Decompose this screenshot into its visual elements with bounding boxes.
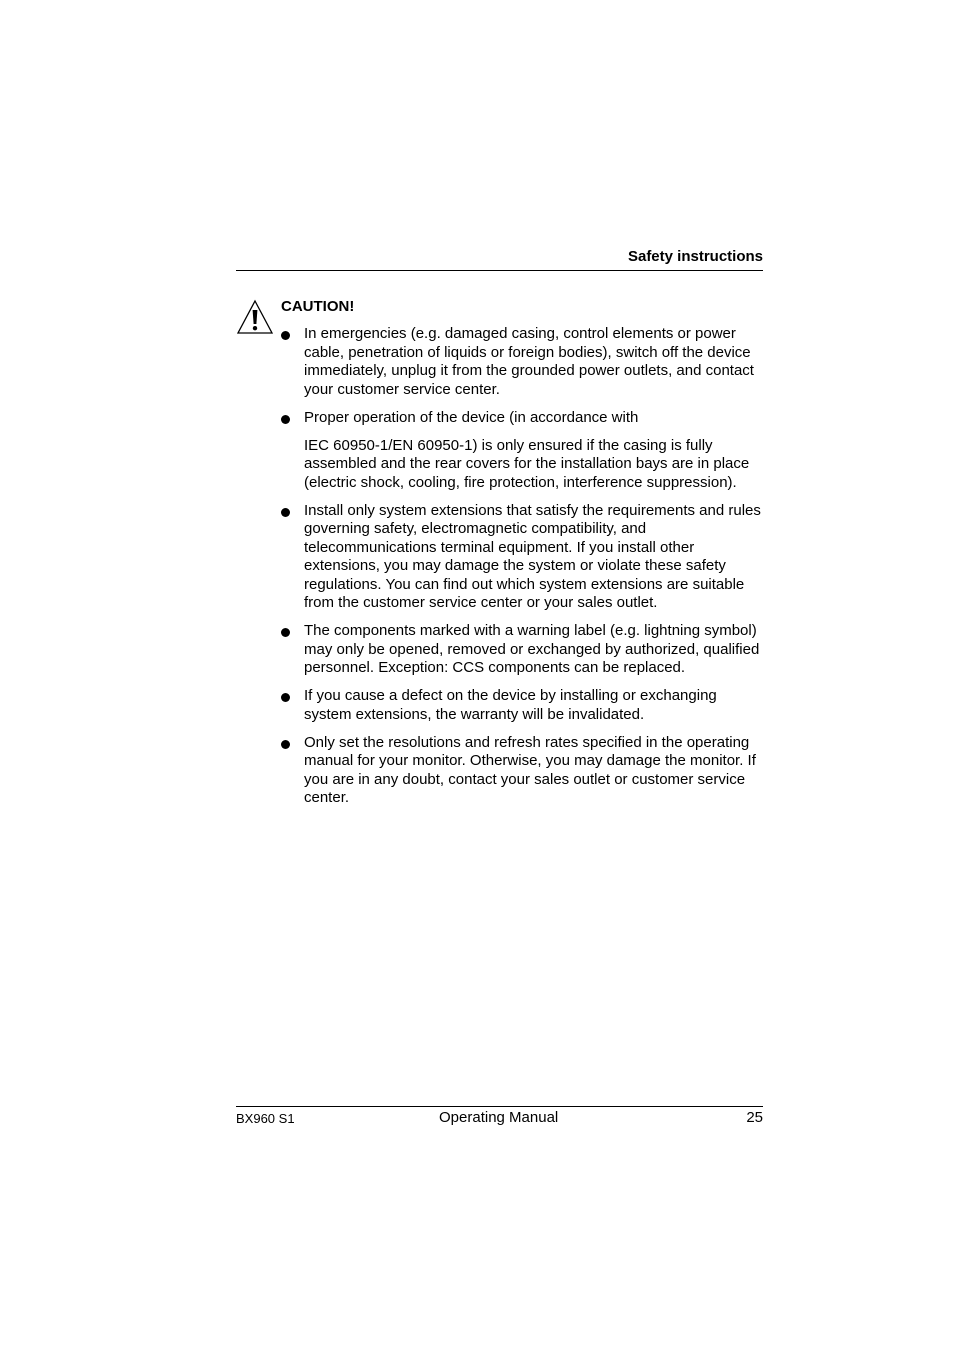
bullet-icon: [281, 415, 290, 424]
list-item: [281, 622, 763, 678]
list-item: [281, 409, 763, 493]
list-item-text: In emergencies (e.g. damaged casing, control elements or power cable, penetration of liquids or foreign bodies), switch off the device immediately, unplug it from the grounded power outlets, and contact your customer service center.: [304, 325, 754, 398]
bullet-icon: [281, 693, 290, 702]
list-item: [281, 734, 763, 808]
list-item-text: The components marked with a warning label (e.g. lightning symbol) may only be opened, removed or exchanged by authorized, qualified personnel. Exception: CCS components can be replaced.: [304, 622, 760, 676]
list-item-text-continuation: IEC 60950-1/EN 60950-1) is only ensured if the casing is fully assembled and the rear covers for the installation bays are in place (electric shock, cooling, fire protection, interference suppression).: [304, 436, 750, 491]
footer-rule: [236, 1106, 763, 1107]
caution-list: [281, 325, 763, 817]
header-rule: [236, 270, 763, 271]
bullet-icon: [281, 508, 290, 517]
page-number: 25: [746, 1109, 763, 1126]
list-item: [281, 687, 763, 724]
bullet-icon: [281, 740, 290, 749]
list-item: [281, 502, 763, 613]
caution-heading: CAUTION!: [281, 298, 355, 315]
warning-triangle-icon: [236, 299, 274, 335]
list-item-text: Proper operation of the device (in accordance with: [304, 408, 639, 426]
page-header-title: Safety instructions: [627, 248, 763, 265]
list-item-text: Install only system extensions that satisfy the requirements and rules governing safety, electromagnetic compatibility, and telecommunications terminal equipment. If you install other extensions, you may damage the system or violate these safety regulations. You can find out which system extensions are suitable from the customer service center or your sales outlet.: [304, 501, 761, 611]
list-item-text: Only set the resolutions and refresh rates specified in the operating manual for your monitor. Otherwise, you may damage the monitor. If you are in any doubt, contact your sales outlet or customer service center.: [304, 733, 756, 806]
footer-model: BX960 S1: [236, 1111, 295, 1126]
footer-document-title: Operating Manual: [439, 1109, 559, 1126]
bullet-icon: [281, 628, 290, 637]
list-item: [281, 325, 763, 399]
list-item-text: If you cause a defect on the device by installing or exchanging system extensions, the warranty will be invalidated.: [304, 687, 717, 723]
bullet-icon: [281, 331, 290, 340]
